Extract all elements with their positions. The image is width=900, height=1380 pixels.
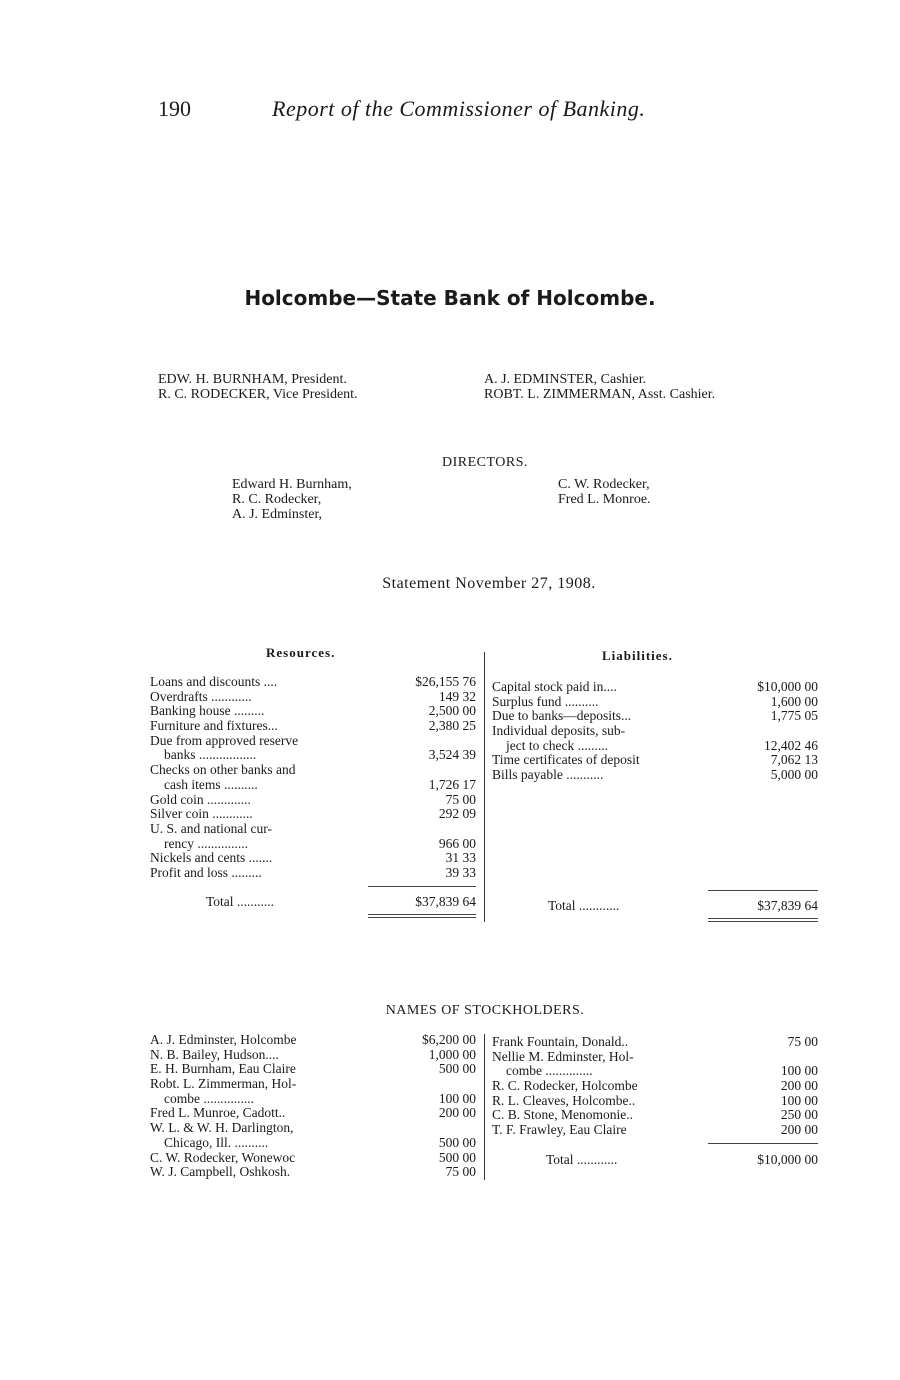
stockholder-name: E. H. Burnham, Eau Claire — [150, 1061, 296, 1077]
resource-label: rency ............... — [164, 835, 248, 851]
resource-label: Nickels and cents ....... — [150, 850, 273, 866]
liability-label: Capital stock paid in.... — [492, 679, 617, 694]
table-row — [150, 866, 476, 881]
director-name: C. W. Rodecker, — [558, 477, 650, 492]
director-name: Edward H. Burnham, — [232, 477, 352, 492]
resource-label: Overdrafts ............ — [150, 688, 252, 704]
table-row — [150, 1048, 476, 1063]
table-row — [150, 748, 476, 763]
stockholder-name: Frank Fountain, Donald.. — [492, 1034, 629, 1049]
resource-amount: 31 33 — [445, 850, 476, 866]
stockholders-total-amount: $10,000 00 — [757, 1152, 818, 1167]
resources-heading: Resources. — [266, 645, 336, 660]
table-row — [150, 690, 476, 705]
stockholder-amount: 200 00 — [780, 1122, 818, 1138]
stockholder-amount: 75 00 — [445, 1164, 476, 1180]
stockholder-amount: 100 00 — [780, 1092, 818, 1108]
resource-amount: 3,524 39 — [428, 747, 476, 763]
stockholder-amount: $6,200 00 — [422, 1032, 476, 1047]
stockholder-name: W. J. Campbell, Oshkosh. — [150, 1164, 291, 1180]
table-row — [492, 739, 818, 754]
table-row — [150, 1106, 476, 1121]
stockholder-amount: 200 00 — [438, 1105, 476, 1121]
table-row — [492, 680, 818, 695]
stockholder-amount: 75 00 — [787, 1034, 818, 1049]
table-row — [150, 1062, 476, 1077]
table-row — [150, 734, 476, 749]
officer-vice-president: R. C. RODECKER, Vice President. — [158, 387, 358, 402]
liability-label: Individual deposits, sub- — [492, 723, 626, 739]
column-divider — [484, 1034, 485, 1180]
resource-amount: 292 09 — [438, 806, 476, 822]
liabilities-total-label: Total ............ — [548, 898, 620, 913]
table-row — [492, 724, 818, 739]
table-row — [492, 1108, 818, 1123]
liabilities-heading: Liabilities. — [602, 648, 673, 663]
resource-amount: 1,726 17 — [428, 776, 476, 792]
table-row — [150, 763, 476, 778]
resource-amount: 2,380 25 — [428, 718, 476, 734]
stockholder-amount: 250 00 — [780, 1107, 818, 1123]
stockholder-amount: 1,000 00 — [428, 1046, 476, 1062]
page-number: 190 — [158, 96, 191, 121]
stockholder-name: Nellie M. Edminster, Hol- — [492, 1048, 634, 1064]
table-row — [150, 1121, 476, 1136]
resources-total-label: Total ........... — [206, 894, 275, 909]
liability-amount: $10,000 00 — [757, 679, 818, 694]
table-row — [492, 768, 818, 783]
stockholder-name: Chicago, Ill. .......... — [164, 1134, 269, 1150]
table-row — [492, 695, 818, 710]
resource-label: Banking house ......... — [150, 703, 265, 719]
table-row — [150, 837, 476, 852]
stockholder-name: combe .............. — [506, 1063, 593, 1079]
total-rule — [368, 886, 476, 887]
resource-label: Gold coin ............. — [150, 791, 251, 807]
total-rule — [708, 1143, 818, 1144]
stockholder-name: Fred L. Munroe, Cadott.. — [150, 1105, 286, 1121]
stockholders-total-label: Total ............ — [546, 1152, 618, 1167]
directors-heading: DIRECTORS. — [441, 455, 529, 470]
stockholder-name: C. B. Stone, Menomonie.. — [492, 1107, 633, 1123]
resource-label: Loans and discounts .... — [150, 674, 278, 689]
liabilities-table — [492, 680, 818, 783]
table-row — [150, 793, 476, 808]
director-name: Fred L. Monroe. — [558, 492, 651, 507]
column-divider — [484, 652, 485, 922]
stockholder-name: W. L. & W. H. Darlington, — [150, 1120, 294, 1136]
table-row — [150, 1077, 476, 1092]
bank-title: Holcombe—State Bank of Holcombe. — [244, 286, 656, 310]
table-row — [150, 822, 476, 837]
liability-amount: 1,775 05 — [770, 708, 818, 724]
resource-label: Checks on other banks and — [150, 762, 296, 778]
table-row — [150, 778, 476, 793]
liability-amount: 5,000 00 — [770, 767, 818, 783]
stockholder-amount: 100 00 — [438, 1090, 476, 1106]
table-row — [492, 1035, 818, 1050]
table-row — [492, 709, 818, 724]
double-rule — [708, 921, 818, 922]
resources-total-amount: $37,839 64 — [415, 894, 476, 909]
resource-label: banks ................. — [164, 747, 257, 763]
stockholder-name: C. W. Rodecker, Wonewoc — [150, 1149, 296, 1165]
table-row — [150, 851, 476, 866]
table-row — [492, 1050, 818, 1065]
liability-amount: 12,402 46 — [764, 737, 818, 753]
stockholder-amount: 500 00 — [438, 1149, 476, 1165]
stockholder-name: R. L. Cleaves, Holcombe.. — [492, 1092, 636, 1108]
stockholder-name: T. F. Frawley, Eau Claire — [492, 1122, 627, 1138]
resource-amount: 39 33 — [445, 864, 476, 880]
resource-amount: $26,155 76 — [415, 674, 476, 689]
officer-cashier: A. J. EDMINSTER, Cashier. — [484, 372, 647, 387]
resource-amount: 75 00 — [445, 791, 476, 807]
liability-label: Due to banks—deposits... — [492, 708, 632, 724]
table-row — [150, 1092, 476, 1107]
liability-label: Surplus fund .......... — [492, 693, 599, 709]
double-rule — [368, 917, 476, 918]
resource-amount: 966 00 — [438, 835, 476, 851]
resource-label: U. S. and national cur- — [150, 820, 272, 836]
resource-amount: 2,500 00 — [428, 703, 476, 719]
table-row — [492, 1079, 818, 1094]
stockholder-name: Robt. L. Zimmerman, Hol- — [150, 1076, 297, 1092]
double-rule — [368, 914, 476, 915]
statement-title: Statement November 27, 1908. — [382, 575, 596, 592]
resource-label: Due from approved reserve — [150, 732, 299, 748]
stockholder-name: N. B. Bailey, Hudson.... — [150, 1046, 279, 1062]
officer-president: EDW. H. BURNHAM, President. — [158, 372, 347, 387]
double-rule — [708, 918, 818, 919]
table-row — [150, 675, 476, 690]
director-name: R. C. Rodecker, — [232, 492, 322, 507]
resource-label: Profit and loss ......... — [150, 864, 262, 880]
stockholder-name: R. C. Rodecker, Holcombe — [492, 1078, 638, 1094]
total-rule — [708, 890, 818, 891]
table-row — [150, 807, 476, 822]
resource-amount: 149 32 — [438, 688, 476, 704]
liabilities-total-amount: $37,839 64 — [757, 898, 818, 913]
stockholder-amount: 200 00 — [780, 1078, 818, 1094]
stockholder-name: combe ............... — [164, 1090, 254, 1106]
resource-label: Furniture and fixtures... — [150, 718, 278, 734]
liability-label: ject to check ......... — [506, 737, 608, 753]
table-row — [492, 1064, 818, 1079]
table-row — [150, 1136, 476, 1151]
resources-table — [150, 675, 476, 881]
table-row — [150, 1033, 476, 1048]
resource-label: Silver coin ............ — [150, 806, 253, 822]
officer-asst-cashier: ROBT. L. ZIMMERMAN, Asst. Cashier. — [484, 387, 716, 402]
stockholder-amount: 500 00 — [438, 1061, 476, 1077]
table-row — [150, 704, 476, 719]
stockholders-right-table — [492, 1035, 818, 1138]
liability-label: Time certificates of deposit — [492, 752, 640, 768]
running-title: Report of the Commissioner of Banking. — [272, 96, 646, 121]
stockholder-amount: 100 00 — [780, 1063, 818, 1079]
stockholders-left-table — [150, 1033, 476, 1180]
liability-label: Bills payable ........... — [492, 767, 604, 783]
table-row — [150, 719, 476, 734]
table-row — [150, 1151, 476, 1166]
liability-amount: 1,600 00 — [770, 693, 818, 709]
table-row — [492, 753, 818, 768]
stockholder-name: A. J. Edminster, Holcombe — [150, 1032, 297, 1047]
director-name: A. J. Edminster, — [232, 507, 323, 522]
table-row — [492, 1094, 818, 1109]
stockholder-amount: 500 00 — [438, 1134, 476, 1150]
resource-label: cash items .......... — [164, 776, 258, 792]
table-row — [150, 1165, 476, 1180]
stockholders-heading: NAMES OF STOCKHOLDERS. — [385, 1003, 585, 1018]
liability-amount: 7,062 13 — [770, 752, 818, 768]
table-row — [492, 1123, 818, 1138]
